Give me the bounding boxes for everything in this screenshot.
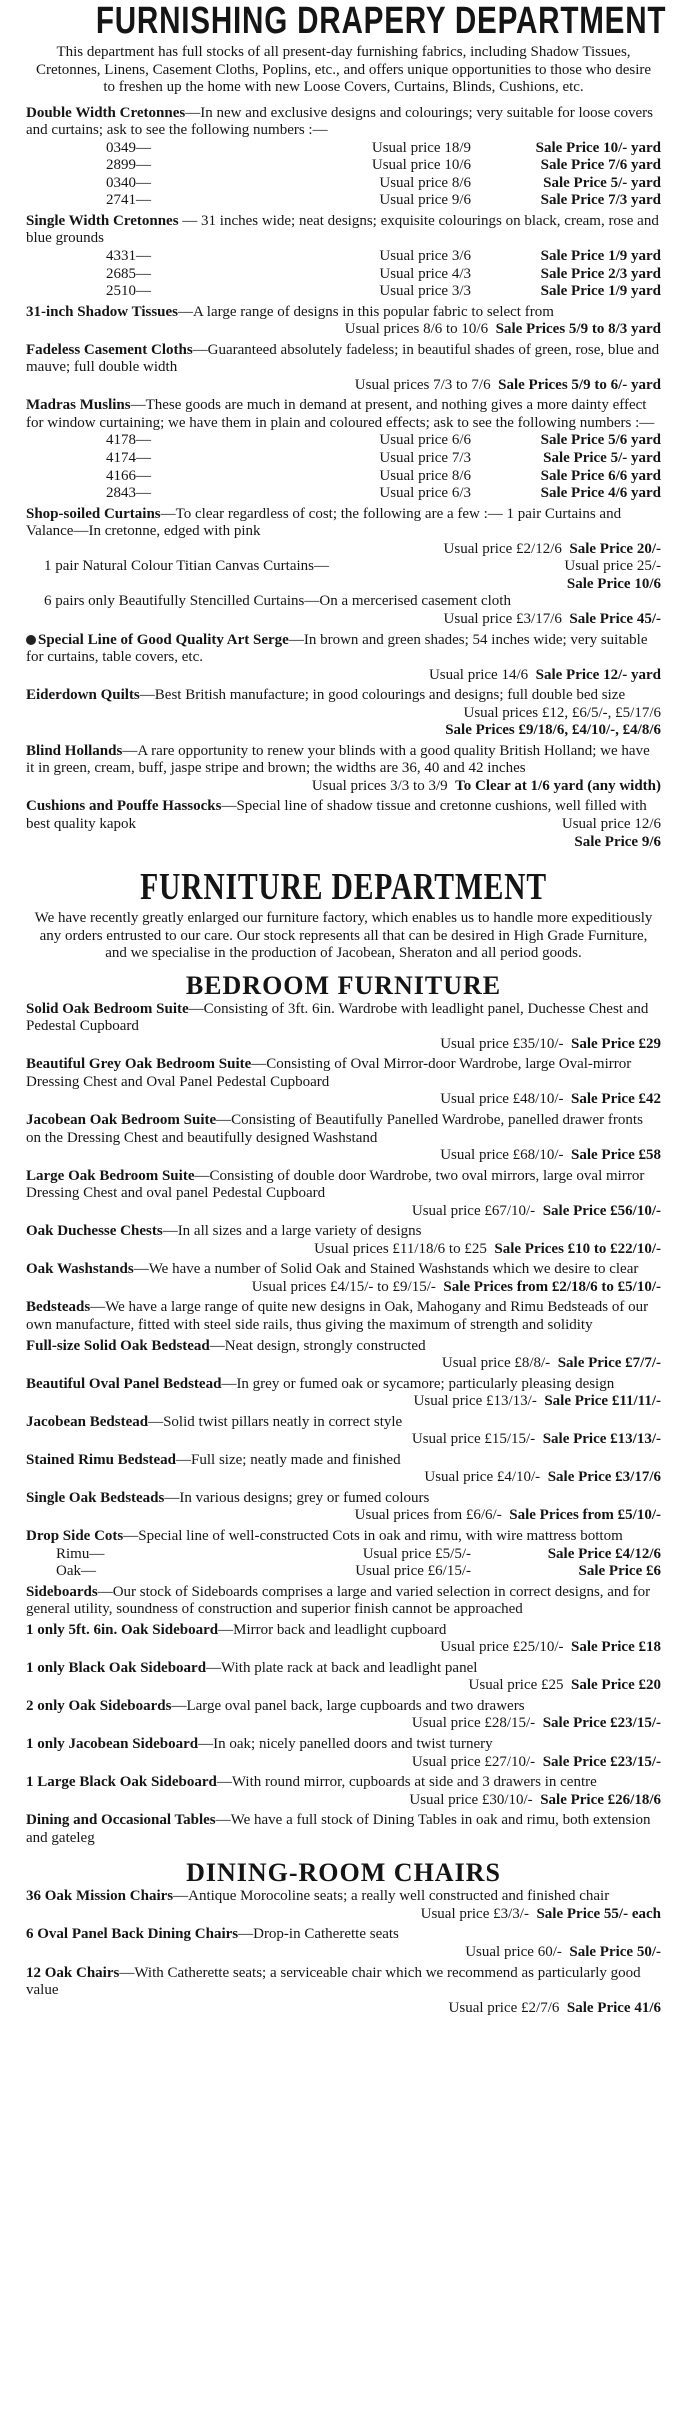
price-line xyxy=(26,2000,661,2018)
item-heading: Dining and Occasional Tables xyxy=(26,1812,216,1829)
row-usual: Usual price 10/6 xyxy=(371,157,471,174)
price-row xyxy=(26,157,661,175)
row-usual: Usual price 8/6 xyxy=(379,174,471,191)
item-text: —A rare opportunity to renew your blinds with a good quality British Holland; we have it in green, cream, buff, jaspe stripe and brown; the widths are 36, 40 and 42 inches xyxy=(26,742,650,777)
list-item xyxy=(26,1223,661,1258)
item-art-serge xyxy=(26,632,661,685)
usual-price: Usual price £35/10/- xyxy=(440,1035,564,1052)
sub-item xyxy=(26,558,661,576)
item-text: —Solid twist pillars neatly in correct style xyxy=(148,1413,403,1430)
usual-price: Usual prices 8/6 to 10/6 xyxy=(344,321,489,338)
row-code: 2899— xyxy=(106,157,151,174)
row-usual: Usual price 6/6 xyxy=(379,432,471,449)
ink-blot-icon xyxy=(26,635,36,645)
drapery-intro: This department has full stocks of all present-day furnishing fabrics, including Shadow Tissues, Cretonnes, Linens, Casement Cloths, Poplins, etc., and offers unique opportunities to those who desire to freshen up the home with new Loose Covers, Curtains, Blinds, Cushions, etc. xyxy=(35,44,652,96)
price-line xyxy=(26,1091,661,1109)
usual-price: Usual price £68/10/- xyxy=(440,1147,564,1164)
item-heading: Beautiful Grey Oak Bedroom Suite xyxy=(26,1056,252,1073)
item-text: —Consisting of Oval Mirror-door Wardrobe, large Oval-mirror Dressing Chest and Oval Panel Pedestal Cupboard xyxy=(26,1056,632,1090)
item-casement-cloths xyxy=(26,342,661,395)
item-text: —With Catherette seats; a serviceable chair which we recommend as particularly good value xyxy=(26,1964,641,1999)
item-heading: Drop Side Cots xyxy=(26,1528,124,1545)
usual-price: Usual price £67/10/- xyxy=(411,1202,536,1219)
sub-item-text: 6 pairs only Beautifully Stencilled Curtains—On a mercerised casement cloth xyxy=(44,593,511,610)
price-line xyxy=(26,541,661,559)
price-row xyxy=(26,192,661,210)
price-line xyxy=(26,834,661,852)
item-heading: Oak Washstands xyxy=(26,1261,134,1278)
price-line xyxy=(26,1944,661,1962)
price-line xyxy=(26,1639,661,1657)
price-line xyxy=(26,1393,661,1411)
row-sale: Sale Price 1/9 yard xyxy=(540,248,661,265)
chair-item-list xyxy=(26,1888,661,2017)
row-code: 2741— xyxy=(106,192,151,209)
item-heading: Fadeless Casement Cloths xyxy=(26,341,193,358)
sale-price: Sale Price 55/- each xyxy=(536,1905,661,1922)
usual-price: Usual price £13/13/- xyxy=(413,1393,537,1410)
row-sale: Sale Price 1/9 yard xyxy=(540,283,661,300)
row-sale: Sale Price 10/- yard xyxy=(535,139,661,156)
item-text: —Our stock of Sideboards comprises a large and varied selection in correct designs, and for general utility, soundness of construction and superior finish cannot be approached xyxy=(26,1583,651,1618)
item-heading: 36 Oak Mission Chairs xyxy=(26,1888,174,1905)
item-text: —In various designs; grey or fumed colours xyxy=(164,1489,430,1506)
item-text: —In grey or fumed oak or sycamore; particularly pleasing design xyxy=(221,1375,615,1392)
item-heading: 1 only Jacobean Sideboard xyxy=(26,1736,199,1753)
row-sale: Sale Price 6/6 yard xyxy=(540,467,661,484)
item-heading: 1 only 5ft. 6in. Oak Sideboard xyxy=(26,1621,219,1638)
item-heading: Beautiful Oval Panel Bedstead xyxy=(26,1375,222,1392)
price-line xyxy=(26,321,661,339)
usual-price: Usual price £25 xyxy=(468,1677,564,1694)
sale-price: Sale Prices £9/18/6, £4/10/-, £4/8/6 xyxy=(445,722,661,739)
row-sale: Sale Price 5/6 yard xyxy=(540,432,661,449)
price-row xyxy=(26,175,661,193)
sale-price: Sale Prices from £2/18/6 to £5/10/- xyxy=(443,1278,661,1295)
price-line xyxy=(26,705,661,723)
item-text: —Large oval panel back, large cupboards and two drawers xyxy=(171,1697,525,1714)
item-heading: Shop-soiled Curtains xyxy=(26,505,161,522)
sale-price: Sale Price £20 xyxy=(571,1677,661,1694)
usual-price: Usual price £2/12/6 xyxy=(443,540,562,557)
item-text: —Consisting of 3ft. 6in. Wardrobe with leadlight panel, Duchesse Chest and Pedestal Cupboard xyxy=(26,1000,649,1035)
row-code: Oak— xyxy=(56,1563,96,1580)
item-heading: Cushions and Pouffe Hassocks xyxy=(26,798,222,815)
row-sale: Sale Price £6 xyxy=(578,1563,661,1580)
list-item xyxy=(26,1056,661,1109)
list-item xyxy=(26,1774,661,1809)
usual-price: Usual price £48/10/- xyxy=(440,1091,564,1108)
item-text: —These goods are much in demand at present, and nothing gives a more dainty effect for window curtaining; we have them in plain and coloured effects; ask to see the following numbers :— xyxy=(26,397,655,431)
list-item xyxy=(26,1926,661,1961)
sale-price: Sale Price £58 xyxy=(571,1147,661,1164)
sale-price: Sale Price 20/- xyxy=(569,540,661,557)
price-line xyxy=(26,778,661,796)
chairs-title: DINING-ROOM CHAIRS xyxy=(186,1858,501,1888)
list-item xyxy=(26,1338,661,1373)
list-item xyxy=(26,1490,661,1525)
row-usual: Usual price 6/3 xyxy=(379,485,471,502)
usual-price: Usual price 25/- xyxy=(564,558,661,575)
item-text: — 31 inches wide; neat designs; exquisite colourings on black, cream, rose and blue grounds xyxy=(26,212,659,247)
item-heading: Double Width Cretonnes xyxy=(26,104,186,121)
sale-price: Sale Price £13/13/- xyxy=(542,1431,661,1448)
row-code: 4331— xyxy=(106,248,151,265)
usual-price: Usual price £28/15/- xyxy=(411,1715,536,1732)
price-line xyxy=(26,1754,661,1772)
row-usual: Usual price £6/15/- xyxy=(355,1563,471,1580)
price-line xyxy=(26,1792,661,1810)
sale-price: Sale Price 50/- xyxy=(569,1943,661,1960)
item-text: —To clear regardless of cost; the following are a few :— 1 pair Curtains and Valance—In cretonne, edged with pink xyxy=(26,505,622,540)
price-line xyxy=(26,377,661,395)
price-row xyxy=(26,283,661,301)
row-usual: Usual price 3/3 xyxy=(379,283,471,300)
price-line xyxy=(26,722,661,740)
sale-price: Sale Price £29 xyxy=(571,1035,661,1052)
row-sale: Sale Price 4/6 yard xyxy=(540,485,661,502)
row-code: 4174— xyxy=(106,450,151,467)
list-item xyxy=(26,1168,661,1221)
item-text: —Neat design, strongly constructed xyxy=(209,1337,426,1354)
item-blind-hollands xyxy=(26,743,661,796)
item-heading: Sideboards xyxy=(26,1583,98,1600)
item-heading: Oak Duchesse Chests xyxy=(26,1223,163,1240)
row-code: 2510— xyxy=(106,283,151,300)
usual-price: Usual price £27/10/- xyxy=(411,1753,536,1770)
item-text: —With round mirror, cupboards at side and 3 drawers in centre xyxy=(216,1774,597,1791)
usual-price: Usual price £25/10/- xyxy=(440,1639,564,1656)
price-row xyxy=(26,248,661,266)
item-text: —Consisting of double door Wardrobe, two oval mirrors, large oval mirror Dressing Chest and oval panel Pedestal Cupboard xyxy=(26,1167,645,1202)
usual-price: Usual prices £11/18/6 to £25 xyxy=(314,1240,487,1257)
price-line xyxy=(26,1715,661,1733)
item-text: —With plate rack at back and leadlight panel xyxy=(206,1659,478,1676)
usual-price: Usual prices 7/3 to 7/6 xyxy=(354,376,491,393)
item-heading: Special Line of Good Quality Art Serge xyxy=(38,631,289,648)
item-dining-tables xyxy=(26,1812,661,1847)
price-row xyxy=(26,266,661,284)
usual-price: Usual prices 3/3 to 3/9 xyxy=(311,777,448,794)
item-heading: Eiderdown Quilts xyxy=(26,687,140,704)
sale-price: Sale Price 41/6 xyxy=(566,1999,661,2016)
row-code: 4166— xyxy=(106,467,151,484)
sale-price: Sale Price 12/- yard xyxy=(535,666,661,683)
item-single-cretonnes xyxy=(26,213,661,301)
row-usual: Usual price 9/6 xyxy=(379,192,471,209)
price-line xyxy=(26,1036,661,1054)
item-text: —Full size; neatly made and finished xyxy=(176,1451,401,1468)
row-code: 4178— xyxy=(106,432,151,449)
price-line xyxy=(26,667,661,685)
list-item xyxy=(26,1299,661,1334)
usual-price: Usual price £4/10/- xyxy=(424,1469,541,1486)
list-item xyxy=(26,1736,661,1771)
item-heading: Single Oak Bedsteads xyxy=(26,1489,165,1506)
item-heading: 1 only Black Oak Sideboard xyxy=(26,1659,207,1676)
sale-price: Sale Price £56/10/- xyxy=(542,1202,661,1219)
price-line xyxy=(26,1507,661,1525)
sale-price: Sale Price £11/11/- xyxy=(544,1393,661,1410)
item-eiderdown-quilts xyxy=(26,687,661,740)
item-text: —In oak; nicely panelled doors and twist turnery xyxy=(198,1736,493,1753)
usual-price: Usual price £30/10/- xyxy=(409,1791,533,1808)
item-heading: 6 Oval Panel Back Dining Chairs xyxy=(26,1926,239,1943)
usual-price: Usual price 60/- xyxy=(465,1943,562,1960)
item-text: —Mirror back and leadlight cupboard xyxy=(218,1621,447,1638)
sale-price: Sale Price £18 xyxy=(571,1639,661,1656)
item-heading: Solid Oak Bedroom Suite xyxy=(26,1000,189,1017)
sale-price: Sale Prices 5/9 to 8/3 yard xyxy=(495,321,661,338)
item-text: —In new and exclusive designs and colourings; very suitable for loose covers and curtains; ask to see the following numbers :— xyxy=(26,104,654,139)
row-sale: Sale Price 7/3 yard xyxy=(540,192,661,209)
usual-price: Usual prices £4/15/- to £9/15/- xyxy=(251,1278,436,1295)
row-sale: Sale Price 7/6 yard xyxy=(540,157,661,174)
item-heading: Bedsteads xyxy=(26,1299,91,1316)
list-item xyxy=(26,1001,661,1054)
price-line xyxy=(26,1355,661,1373)
row-code: 2843— xyxy=(106,485,151,502)
item-text: —Guaranteed absolutely fadeless; in beautiful shades of green, rose, blue and mauve; full double width xyxy=(26,341,660,376)
price-row xyxy=(26,1546,661,1564)
sideboard-item-list xyxy=(26,1622,661,1809)
item-heading: Jacobean Bedstead xyxy=(26,1413,149,1430)
price-row xyxy=(26,140,661,158)
furniture-item-list xyxy=(26,1001,661,1525)
item-text: —Special line of well-constructed Cots in oak and rimu, with wire mattress bottom xyxy=(123,1528,623,1545)
usual-price: Usual price £3/3/- xyxy=(420,1905,529,1922)
sale-price: Sale Price 10/6 xyxy=(566,575,661,592)
list-item xyxy=(26,1622,661,1657)
price-row xyxy=(26,432,661,450)
price-line xyxy=(26,1906,661,1924)
list-item xyxy=(26,1452,661,1487)
usual-price: Usual price 14/6 xyxy=(428,666,529,683)
item-heading: Full-size Solid Oak Bedstead xyxy=(26,1337,210,1354)
item-heading: Madras Muslins xyxy=(26,397,131,414)
usual-price: Usual price £3/17/6 xyxy=(443,610,562,627)
item-shadow-tissues xyxy=(26,304,661,339)
item-heading: Single Width Cretonnes xyxy=(26,212,179,229)
list-item xyxy=(26,1698,661,1733)
item-text: —In all sizes and a large variety of designs xyxy=(162,1223,422,1240)
price-row xyxy=(26,468,661,486)
item-heading: 2 only Oak Sideboards xyxy=(26,1697,172,1714)
bedroom-title: BEDROOM FURNITURE xyxy=(185,970,502,1000)
item-heading: 12 Oak Chairs xyxy=(26,1964,120,1981)
sale-price: Sale Prices from £5/10/- xyxy=(509,1507,661,1524)
sale-price: Sale Price £3/17/6 xyxy=(547,1469,661,1486)
sale-price: Sale Price £23/15/- xyxy=(542,1715,661,1732)
list-item xyxy=(26,1112,661,1165)
row-code: Rimu— xyxy=(56,1545,105,1562)
furniture-intro: We have recently greatly enlarged our furniture factory, which enables us to handle more expeditiously any orders entrusted to our care. Our stock represents all that can be desired in High Grade Furniture, and we specialise in the production of Jacobean, Sheraton and all period goods. xyxy=(34,910,653,962)
usual-price: Usual price £8/8/- xyxy=(441,1355,551,1372)
price-line xyxy=(26,1203,661,1221)
item-text: —Consisting of Beautifully Panelled Wardrobe, panelled drawer fronts on the Dressing Chest and beautifully designed Washstand xyxy=(26,1111,643,1146)
price-line xyxy=(26,1469,661,1487)
item-cushions xyxy=(26,798,661,851)
row-code: 0349— xyxy=(106,139,151,156)
sub-item xyxy=(26,593,661,611)
item-text: —Best British manufacture; in good colourings and designs; full double bed size xyxy=(139,687,626,704)
row-usual: Usual price £5/5/- xyxy=(362,1545,471,1562)
item-drop-side-cots xyxy=(26,1528,661,1581)
sale-price: To Clear at 1/6 yard (any width) xyxy=(455,777,661,794)
sale-price: Sale Prices £10 to £22/10/- xyxy=(494,1240,661,1257)
usual-price: Usual price £15/15/- xyxy=(411,1431,536,1448)
item-heading: Large Oak Bedroom Suite xyxy=(26,1167,195,1184)
price-row xyxy=(26,450,661,468)
sale-price: Sale Prices 5/9 to 6/- yard xyxy=(498,376,661,393)
sub-item-text: 1 pair Natural Colour Titian Canvas Curtains— xyxy=(44,558,329,575)
list-item xyxy=(26,1965,661,2018)
sale-price: Sale Price £42 xyxy=(571,1091,661,1108)
item-shopsoiled-curtains xyxy=(26,506,661,629)
price-line xyxy=(26,611,661,629)
list-item xyxy=(26,1414,661,1449)
item-heading: Blind Hollands xyxy=(26,742,123,759)
price-line xyxy=(26,576,661,594)
item-text: —Special line of shadow tissue and cretonne cushions, well filled with best quality kapok xyxy=(26,798,647,832)
item-text: —Drop-in Catherette seats xyxy=(238,1926,399,1943)
price-line xyxy=(26,1279,661,1297)
item-text: —We have a full stock of Dining Tables in oak and rimu, both extension and gateleg xyxy=(26,1812,651,1846)
sale-price: Sale Price 45/- xyxy=(569,610,661,627)
item-text: —Antique Morocoline seats; a really well constructed and finished chair xyxy=(173,1888,610,1905)
item-heading: 31-inch Shadow Tissues xyxy=(26,303,179,320)
price-line xyxy=(26,1147,661,1165)
list-item xyxy=(26,1376,661,1411)
row-usual: Usual price 8/6 xyxy=(379,467,471,484)
sale-price: Sale Price £23/15/- xyxy=(542,1753,661,1770)
item-heading: 1 Large Black Oak Sideboard xyxy=(26,1774,217,1791)
row-sale: Sale Price 5/- yard xyxy=(543,174,661,191)
row-code: 2685— xyxy=(106,265,151,282)
item-heading: Stained Rimu Bedstead xyxy=(26,1451,177,1468)
price-row xyxy=(26,1563,661,1581)
usual-price: Usual prices from £6/6/- xyxy=(354,1507,502,1524)
list-item xyxy=(26,1888,661,1923)
price-line xyxy=(26,1431,661,1449)
sale-price: Sale Price £7/7/- xyxy=(557,1355,661,1372)
item-sideboards xyxy=(26,1584,661,1619)
drapery-title: FURNISHING DRAPERY DEPARTMENT xyxy=(95,0,667,42)
row-code: 0340— xyxy=(106,174,151,191)
row-sale: Sale Price 2/3 yard xyxy=(540,265,661,282)
item-text: —In brown and green shades; 54 inches wide; very suitable for curtains, table covers, etc. xyxy=(26,631,648,666)
furniture-title: FURNITURE DEPARTMENT xyxy=(140,866,547,909)
item-text: —A large range of designs in this popular fabric to select from xyxy=(178,303,554,320)
sale-price: Sale Price £26/18/6 xyxy=(540,1791,661,1808)
row-sale: Sale Price £4/12/6 xyxy=(547,1545,661,1562)
price-line xyxy=(26,1677,661,1695)
sale-price: Sale Price 9/6 xyxy=(574,833,661,850)
item-double-cretonnes xyxy=(26,105,661,210)
row-sale: Sale Price 5/- yard xyxy=(543,450,661,467)
row-usual: Usual price 3/6 xyxy=(379,248,471,265)
price-row xyxy=(26,485,661,503)
list-item xyxy=(26,1660,661,1695)
item-madras-muslins xyxy=(26,397,661,502)
row-usual: Usual price 18/9 xyxy=(371,139,471,156)
list-item xyxy=(26,1261,661,1296)
usual-price: Usual price 12/6 xyxy=(561,815,661,832)
item-text: —We have a number of Solid Oak and Stained Washstands which we desire to clear xyxy=(133,1261,639,1278)
row-usual: Usual price 7/3 xyxy=(379,450,471,467)
item-heading: Jacobean Oak Bedroom Suite xyxy=(26,1111,217,1128)
row-usual: Usual price 4/3 xyxy=(379,265,471,282)
item-text: —We have a large range of quite new designs in Oak, Mahogany and Rimu Bedsteads of our own manufacture, fitted with steel side rails, thus giving the maximum of strength and solidity xyxy=(26,1299,649,1333)
price-line xyxy=(26,1241,661,1259)
usual-price: Usual prices £12, £6/5/-, £5/17/6 xyxy=(463,704,661,721)
usual-price: Usual price £2/7/6 xyxy=(448,1999,560,2016)
